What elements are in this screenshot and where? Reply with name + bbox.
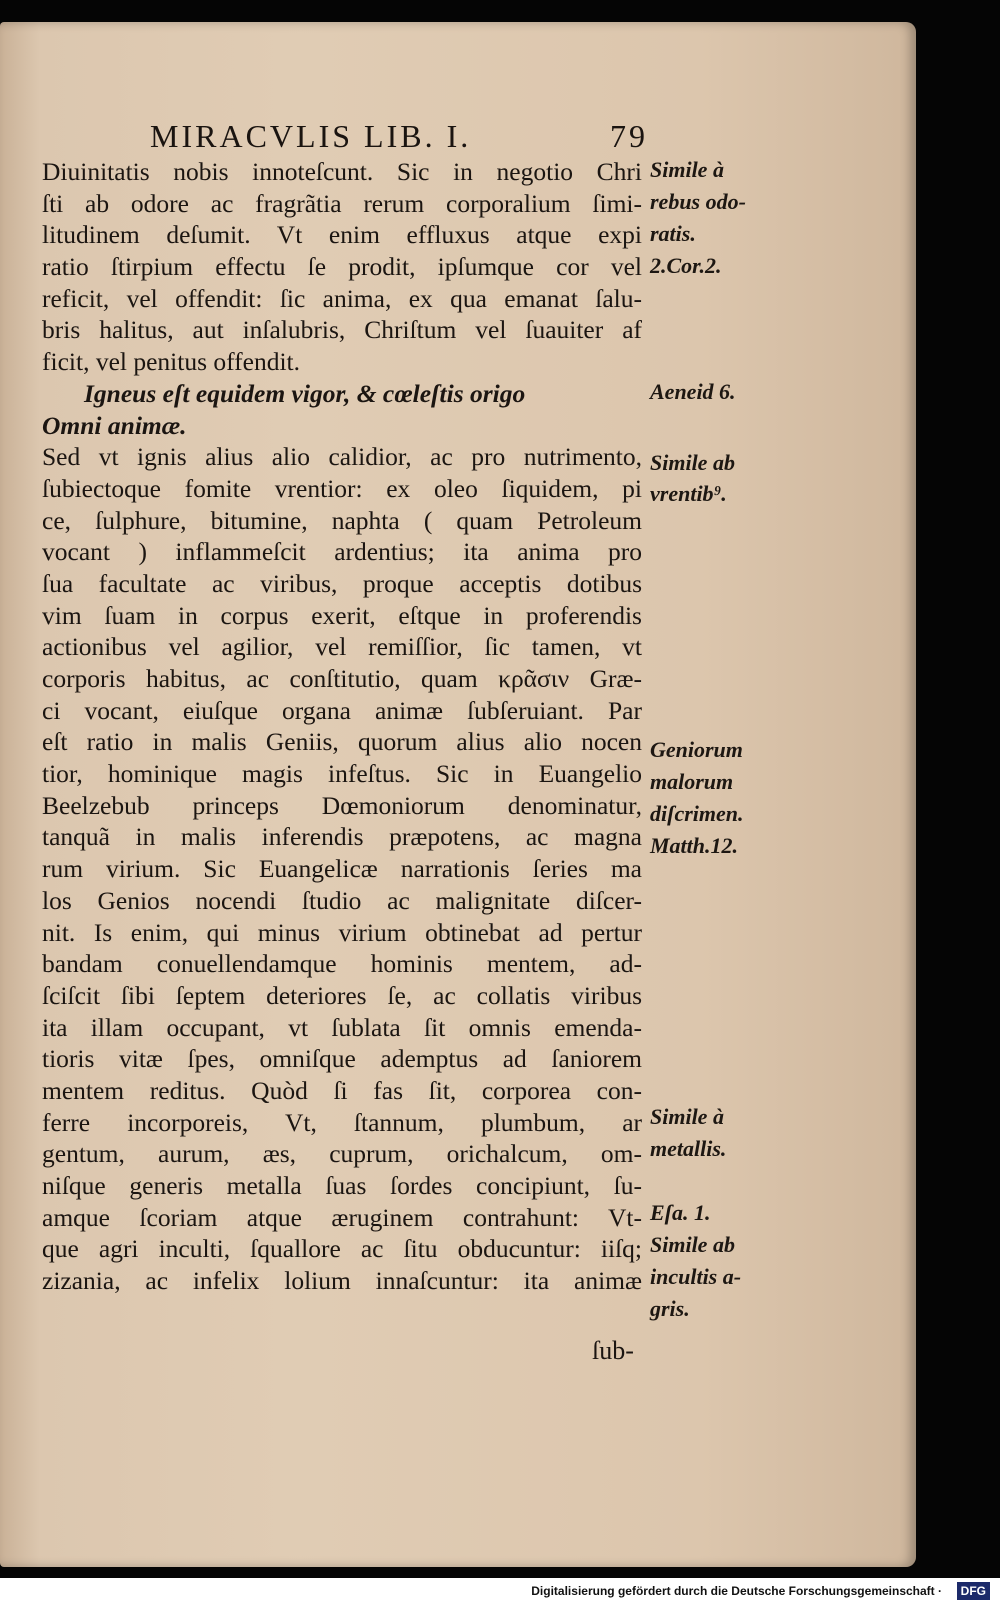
margin-note: metallis. [650,1136,727,1161]
margin-note: 2.Cor.2. [650,253,722,278]
text-line: vim ſuam in corpus exerit, eſtque in proferendis [42,600,642,630]
margin-note: vrentib⁹. [650,481,727,506]
text-line: mentem reditus. Quòd ſi fas ſit, corporea con- [42,1075,642,1105]
text-line: ita illam occupant, vt ſublata ſit omnis emenda- [42,1012,642,1042]
text-line: reficit, vel offendit: ſic anima, ex qua emanat ſalu- [42,283,642,313]
text-line: ſua facultate ac viribus, proque acceptis dotibus [42,568,642,598]
text-line: tior, hominique magis infeſtus. Sic in Euangelio [42,759,642,789]
funding-credit: Digitalisierung gefördert durch die Deutsche Forschungsgemeinschaft · [531,1584,942,1598]
running-title: MIRACVLIS LIB. I. [150,118,472,154]
margin-note: Matth.12. [650,833,739,858]
footer-bar [0,1578,1000,1607]
text-line: tioris vitæ ſpes, omniſque ademptus ad ſaniorem [42,1044,642,1074]
text-line: rum virium. Sic Euangelicæ narrationis ſeries ma [42,854,642,884]
margin-note: ratis. [650,221,696,246]
catchword: ſub- [592,1336,634,1365]
margin-note: gris. [650,1296,690,1321]
text-line: ratio ſtirpium effectu ſe prodit, ipſumque cor vel [42,252,642,282]
text-line: Diuinitatis nobis innoteſcunt. Sic in negotio Chri [42,157,642,186]
text-line: gentum, aurum, æs, cuprum, orichalcum, om- [42,1139,642,1169]
text-line: ci vocant, eiuſque organa animæ ſubſeruiant. Par [42,695,642,725]
text-line: actionibus vel agilior, vel remiſſior, ſic tamen, vt [42,632,642,662]
text-line: ſti ab odore ac fragrãtia rerum corporalium ſimi- [42,188,642,218]
text-line: zizania, ac infelix lolium innaſcuntur: ita animæ [42,1266,642,1296]
body-text [42,156,642,1297]
page-header [150,118,650,158]
margin-note: Aeneid 6. [650,379,736,404]
margin-note: Simile ab [650,450,735,475]
margin-note: diſcrimen. [650,801,744,826]
text-line: vocant ) inflammeſcit ardentius; ita anima pro [42,537,642,567]
margin-note: incultis a- [650,1264,742,1289]
margin-note: Eſa. 1. [650,1200,711,1225]
text-line: que agri inculti, ſquallore ac ſitu obducuntur: iiſq; [42,1234,642,1264]
text-line: tanquã in malis inferendis præpotens, ac magna [42,822,642,852]
text-line: corporis habitus, ac conſtitutio, quam κρᾶσιν Græ- [42,664,642,693]
margin-note: Geniorum [650,737,743,762]
text-line: bris halitus, aut inſalubris, Chriſtum vel ſuauiter af [42,315,642,345]
text-line: Beelzebub princeps Dœmoniorum denominatur, [42,790,642,820]
text-line: los Genios nocendi ſtudio ac malignitate diſcer- [42,885,642,915]
margin-note: Simile à [650,157,724,182]
margin-note: malorum [650,769,734,794]
dfg-logo: DFG [957,1582,990,1600]
verse-quote-line: Igneus eſt equidem vigor, & cœleſtis origo [84,378,526,408]
text-line: ferre incorporeis, Vt, ſtannum, plumbum, ar [42,1107,642,1137]
text-line: ſubiectoque fomite vrentior: ex oleo ſiquidem, pi [42,473,642,503]
verse-quote-line: Omni animæ. [42,410,187,440]
text-line: nit. Is enim, qui minus virium obtinebat ad pertur [42,917,642,947]
text-line: ſciſcit ſibi ſeptem deteriores ſe, ac collatis viribus [42,980,642,1010]
margin-note: rebus odo- [650,189,746,214]
text-line: ce, ſulphure, bitumine, naphta ( quam Petroleum [42,505,642,535]
margin-note: Simile ab [650,1232,735,1257]
page-number: 79 [610,118,648,154]
text-line: amque ſcoriam atque æruginem contrahunt: Vt- [42,1202,642,1232]
text-line: niſque generis metalla ſuas ſordes concipiunt, ſu- [42,1171,642,1200]
text-line: litudinem deſumit. Vt enim effluxus atque expi [42,220,642,250]
text-line: eſt ratio in malis Geniis, quorum alius alio nocen [42,727,642,757]
text-line: Sed vt ignis alius alio calidior, ac pro nutrimento, [42,442,642,472]
text-line: ficit, vel penitus offendit. [42,347,301,377]
margin-note: Simile à [650,1104,724,1129]
text-line: bandam conuellendamque hominis mentem, ad- [42,949,642,979]
